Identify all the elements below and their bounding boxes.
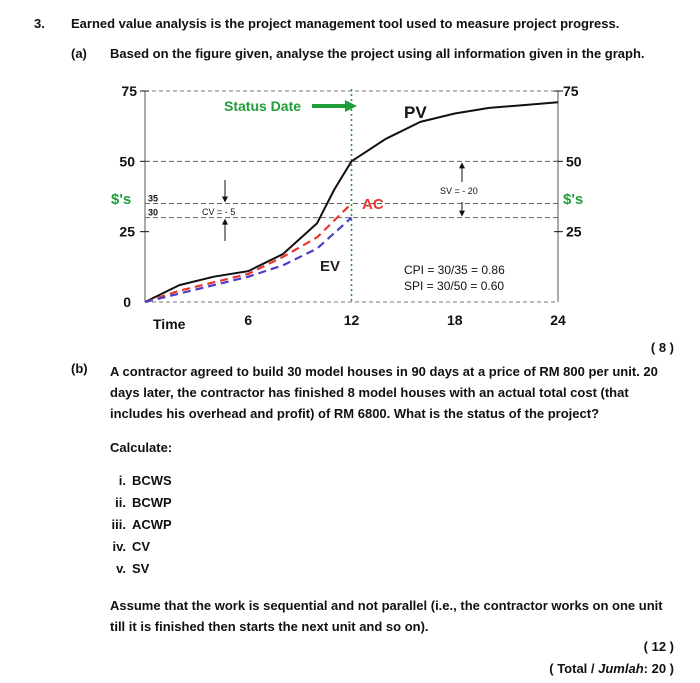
list-item-text: BCWS [132,473,172,488]
y-tick-label-right: 75 [563,83,579,99]
sv-arrow-up-head [459,162,465,168]
y-tick-label-left: 75 [121,83,137,99]
cv-arrow-up-head [222,219,228,225]
list-item-text: BCWP [132,495,172,510]
list-item [102,561,149,576]
sv-annotation: SV = - 20 [440,186,478,196]
y-tick-label-right: 25 [566,223,582,240]
part-b-line-2: days later, the contractor has finished 8 model houses with an actual total cost (that [110,385,629,400]
sv-arrow-down-head [459,211,465,217]
list-item-num: ii. [115,495,126,510]
assumption-line-2: till it is finished then starts the next unit and so on). [110,619,429,634]
part-b-marks: ( 12 ) [643,639,674,654]
y-tick-label-left: 50 [119,153,135,170]
y-axis-label-left: $'s [111,191,132,208]
series-label-ev: EV [320,258,341,275]
part-a-label: (a) [71,46,87,61]
list-item-num: v. [116,561,126,576]
y-tick-label-left: 25 [119,223,135,240]
part-b-question [110,361,658,424]
cv-annotation: CV = - 5 [202,207,236,217]
part-a-text: Based on the figure given, analyse the project using all information given in the graph. [110,46,645,61]
list-item [102,473,172,488]
earned-value-chart [0,0,700,340]
list-item [102,539,150,554]
list-item-num: i. [118,473,126,488]
x-tick-label: 18 [446,312,463,328]
total-marks [549,661,674,676]
assumption-text [110,595,663,637]
list-item [102,495,172,510]
x-tick-label: 6 [244,312,253,328]
list-item-text: CV [132,539,151,554]
x-tick-label: 24 [550,312,566,328]
y-axis-label-right: $'s [563,191,584,208]
spi-annotation: SPI = 30/50 = 0.60 [404,279,505,293]
status-date-label: Status Date [224,98,302,114]
question-title: Earned value analysis is the project management tool used to measure project progress. [71,16,620,31]
series-label-ac: AC [362,196,384,213]
y-tick-label-left: 0 [123,294,131,310]
y-tick-label-right: 50 [566,153,582,170]
list-item-num: iii. [111,517,126,532]
question-number: 3. [34,16,45,31]
part-a-marks: ( 8 ) [650,340,674,355]
total-prefix: ( Total / [549,661,599,676]
part-b-line-3: includes his overhead and profit) of RM 6800. What is the status of the project? [110,406,600,421]
part-b-label: (b) [71,361,88,376]
list-item-text: SV [132,561,150,576]
part-b-line-1: A contractor agreed to build 30 model houses in 90 days at a price of RM 800 per unit. 20 [110,364,658,379]
list-item-num: iv. [112,539,126,554]
calculate-label: Calculate: [110,440,173,455]
x-start-label: Time [153,316,186,332]
cv-arrow-down-head [222,197,228,203]
x-tick-label: 12 [343,312,360,328]
assumption-line-1: Assume that the work is sequential and not parallel (i.e., the contractor works on one unit [110,598,663,613]
ac-level-label: 35 [148,193,159,204]
list-item-text: ACWP [132,517,172,532]
cpi-annotation: CPI = 30/35 = 0.86 [404,263,505,277]
total-italic: Jumlah [598,661,644,676]
ev-level-label: 30 [148,207,159,218]
list-item [102,517,172,532]
series-label-pv: PV [404,103,427,122]
total-suffix: : 20 ) [643,661,674,676]
